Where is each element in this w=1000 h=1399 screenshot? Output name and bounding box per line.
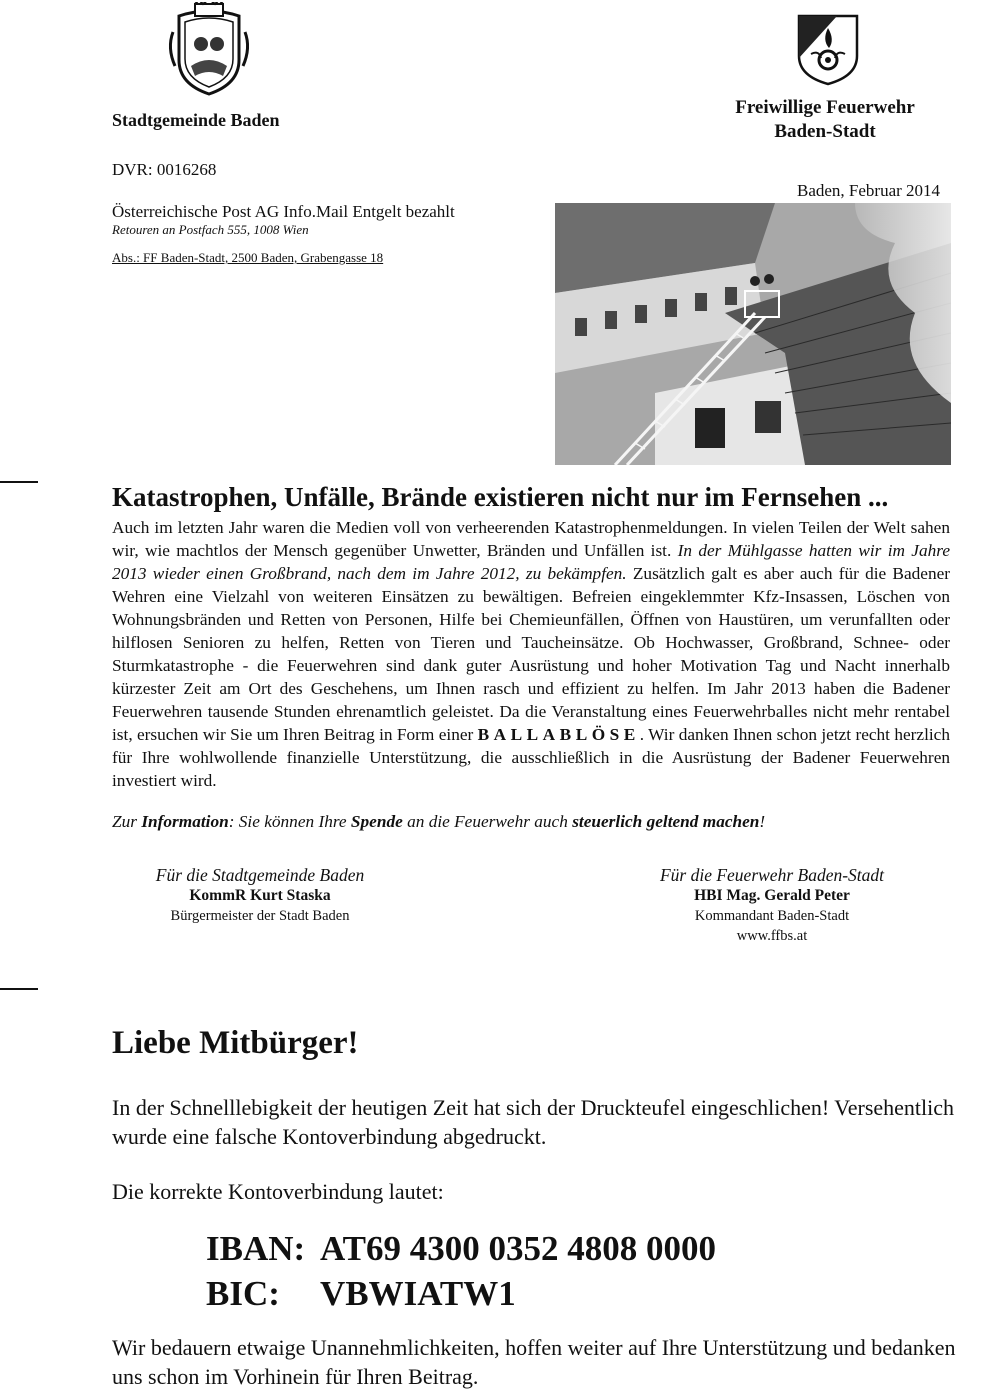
dvr-number: DVR: 0016268 [112, 160, 217, 179]
baden-crest-icon [165, 2, 253, 97]
article-body [112, 516, 950, 792]
iban-row [206, 1229, 716, 1269]
fold-mark-top [0, 481, 38, 483]
article-body-closing: . Wir danken Ihnen schon jetzt recht herzlich für Ihre wohlwollende finanzielle Unterstützung, die ausschließlich in die Ausrüstung der Badener Feuerwehren investiert wird. [112, 725, 950, 790]
greeting-heading: Liebe Mitbürger! [112, 1025, 359, 1061]
bic-label: BIC: [206, 1274, 280, 1313]
article-headline: Katastrophen, Unfälle, Brände existieren nicht nur im Fernsehen ... [112, 482, 889, 512]
article-body-intro: Auch im letzten Jahr waren die Medien voll von verheerenden Katastrophenmeldungen. In vielen Teilen der Welt sahen wir, wie machtlos der Mensch gegenüber Unwetter, Bränden und Unfällen ist. [112, 518, 950, 560]
iban-label: IBAN: [206, 1229, 306, 1268]
signature-city-title: Bürgermeister der Stadt Baden [170, 908, 350, 924]
ballabloese-word: BALLABLÖSE [477, 725, 640, 744]
signature-ff-role: Für die Feuerwehr Baden-Stadt [659, 865, 885, 885]
fire-brigade-name-line-2: Baden-Stadt [774, 121, 876, 142]
correction-paragraph: In der Schnelllebigkeit der heutigen Zeit hat sich der Druckteufel eingeschlichen! Versehentlich wurde eine falsche Kontoverbindung abgedruckt. [112, 1095, 955, 1149]
apology-paragraph: Wir bedauern etwaige Unannehmlichkeiten, hoffen weiter auf Ihre Unterstützung und bedanken uns schon im Vorhinein für Ihren Beitrag. [112, 1335, 956, 1389]
bic-value: VBWIATW1 [320, 1274, 516, 1313]
info-text-a: Zur [112, 812, 142, 831]
info-text-e: an die Feuerwehr auch [402, 812, 573, 831]
fire-brigade-emblem-icon [797, 14, 859, 86]
account-intro: Die korrekte Kontoverbindung lautet: [112, 1179, 444, 1204]
info-text-b: Information [141, 812, 229, 831]
sender-organization: Stadtgemeinde Baden [112, 110, 280, 130]
signature-ff-title: Kommandant Baden-Stadt [694, 908, 850, 924]
signature-ff-website: www.ffbs.at [736, 928, 808, 944]
article-body-italic: In der Mühlgasse hatten wir im Jahre 2013 wieder einen Großbrand, nach dem im Jahre 2012, zu bekämpfen. [112, 541, 951, 583]
signature-city-name: KommR Kurt Staska [189, 887, 331, 904]
article-body-main: Zusätzlich galt es aber auch für die Badener Wehren eine Vielzahl von weiteren Einsätzen zu bewältigen. Befreien eingeklemmter Kfz-Insassen, Löschen von Wohnungsbränden und Retten von Personen, Hilfe bei Chemieunfällen, Öffnen von Haustüren, um verunfallten oder hilflosen Senioren zu helfen, Retten von Tieren und Taucheinsätze. Ob Hochwasser, Großbrand, Schnee- oder Sturmkatastrophe - die Feuerwehren sind dank guter Ausrüstung und hoher Motivation Tag und Nacht innerhalb kürzester Zeit am Ort des Geschehens, um Ihnen rasch und effizient zu helfen. Im Jahr 2013 haben die Badener Feuerwehren tausende Stunden ehrenamtlich geleistet. Da die Veranstaltung eines Feuerwehrballes nicht mehr rentabel ist, ersuchen wir Sie um Ihren Beitrag in Form einer [112, 564, 951, 744]
info-text-c: : Sie können Ihre [228, 812, 351, 831]
fire-brigade-name-line-1: Freiwillige Feuerwehr [735, 97, 915, 118]
iban-value: AT69 4300 0352 4808 0000 [320, 1229, 717, 1268]
return-address: Retouren an Postfach 555, 1008 Wien [112, 222, 309, 237]
fire-brigade-name [700, 96, 950, 144]
roof-fire-photo [555, 203, 951, 465]
info-text-f: steuerlich geltend machen [572, 812, 760, 831]
fold-mark-bottom [0, 988, 38, 990]
bic-row [206, 1274, 516, 1314]
signature-ff-name: HBI Mag. Gerald Peter [694, 887, 850, 904]
sender-address: Abs.: FF Baden-Stadt, 2500 Baden, Grabengasse 18 [112, 250, 384, 265]
tax-info-line [112, 812, 950, 832]
signature-fire-brigade [622, 864, 922, 946]
info-text-g: ! [759, 812, 766, 831]
signature-city-role: Für die Stadtgemeinde Baden [155, 865, 365, 885]
signature-city [110, 864, 410, 926]
info-text-d: Spende [350, 812, 403, 831]
letter-date: Baden, Februar 2014 [797, 181, 941, 200]
postage-line: Österreichische Post AG Info.Mail Entgelt bezahlt [112, 202, 455, 221]
